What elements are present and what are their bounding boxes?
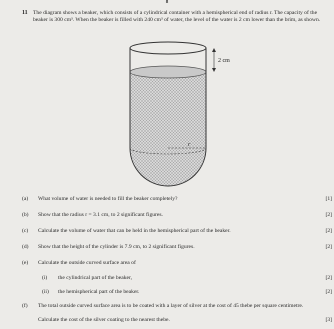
part-label: (f) [22, 303, 28, 309]
part-marks: [3] [325, 317, 332, 323]
part-b [22, 212, 332, 220]
beaker-diagram [100, 38, 240, 188]
question-intro: The diagram shows a beaker, which consists of a cylindrical container with a hemispherical end of radius r. The capacity of the beaker is 300 cm³. When the beaker is filled with 240 cm³ of water, the level of the water is 2 cm lower than the brim, as shown. [33, 10, 321, 23]
subpart-label: (i) [42, 275, 48, 281]
subpart-label: (ii) [42, 289, 49, 295]
part-e-i [22, 275, 332, 283]
page-number: 8 [165, 0, 169, 5]
dimension-label: 2 cm [218, 58, 230, 64]
part-marks: [1] [325, 196, 332, 202]
part-text: What volume of water is needed to fill the beaker completely? [38, 196, 178, 202]
part-f-line1: The total outside curved surface area is to be coated with a layer of silver at the cost of 45 thebe per square centimetre. [38, 303, 304, 309]
subpart-marks: [2] [325, 289, 332, 295]
part-label: (c) [22, 228, 29, 234]
subpart-text: the hemispherical part of the beaker. [58, 289, 140, 295]
part-marks: [2] [325, 212, 332, 218]
part-label: (e) [22, 260, 29, 266]
subpart-text: the cylindrical part of the beaker, [58, 275, 133, 281]
subpart-marks: [2] [325, 275, 332, 281]
beaker-rim [130, 42, 206, 54]
part-text: Show that the height of the cylinder is 7.9 cm, to 2 significant figures. [38, 244, 195, 250]
part-e [22, 260, 332, 268]
arrow-head-bottom [212, 68, 216, 72]
part-text: Show that the radius r = 3.1 cm, to 2 significant figures. [38, 212, 163, 218]
question-number: 11 [22, 10, 28, 16]
radius-label: r [188, 142, 191, 148]
part-label: (d) [22, 244, 29, 250]
part-f [22, 303, 332, 325]
part-d [22, 244, 332, 252]
part-c [22, 228, 332, 236]
water-surface [130, 66, 206, 78]
part-text: Calculate the volume of water that can be held in the hemispherical part of the beaker. [38, 228, 231, 234]
part-marks: [2] [325, 228, 332, 234]
water-fill [130, 72, 206, 186]
part-label: (b) [22, 212, 29, 218]
part-f-line2: Calculate the cost of the silver coating to the nearest thebe. [38, 317, 170, 323]
part-e-ii [22, 289, 332, 297]
arrow-head-top [212, 48, 216, 52]
part-marks: [2] [325, 244, 332, 250]
part-a [22, 196, 332, 204]
part-text: Calculate the outside curved surface area of [38, 260, 136, 266]
part-label: (a) [22, 196, 29, 202]
